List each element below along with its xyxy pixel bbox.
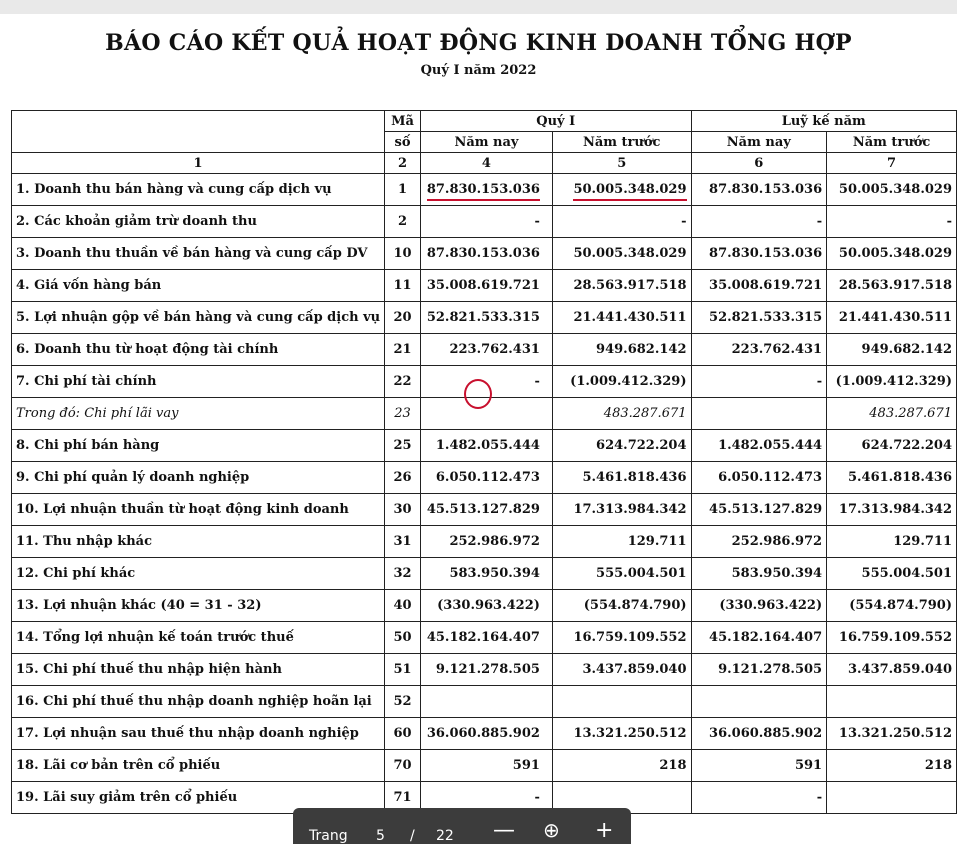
report-title: BÁO CÁO KẾT QUẢ HOẠT ĐỘNG KINH DOANH TỔNG HỢP [105, 30, 852, 56]
row-label: 16. Chi phí thuế thu nhập doanh nghiệp hoãn lại [12, 686, 385, 718]
colnum-5: 5 [552, 153, 691, 174]
cumulative-this-year [691, 398, 827, 430]
cumulative-this-year [691, 686, 827, 718]
cumulative-last-year: 949.682.142 [827, 334, 957, 366]
cumulative-this-year: 36.060.885.902 [691, 718, 827, 750]
table-row [12, 334, 957, 366]
cumulative-this-year: 45.182.164.407 [691, 622, 827, 654]
quarter-this-year: 35.008.619.721 [420, 270, 552, 302]
header-last-year-a: Năm trước [552, 132, 691, 153]
row-code: 50 [385, 622, 421, 654]
zoom-icon[interactable]: ⊕ [543, 818, 560, 842]
cumulative-this-year: 223.762.431 [691, 334, 827, 366]
quarter-last-year: 13.321.250.512 [552, 718, 691, 750]
cumulative-last-year: 218 [827, 750, 957, 782]
cumulative-this-year: 87.830.153.036 [691, 238, 827, 270]
table-row [12, 750, 957, 782]
cumulative-this-year: 35.008.619.721 [691, 270, 827, 302]
quarter-this-year: - [420, 782, 552, 814]
report-subtitle: Quý I năm 2022 [420, 63, 537, 78]
header-quarter: Quý I [420, 111, 691, 132]
top-bar [0, 0, 957, 14]
table-row [12, 238, 957, 270]
row-code: 40 [385, 590, 421, 622]
quarter-last-year: 483.287.671 [552, 398, 691, 430]
row-code: 30 [385, 494, 421, 526]
cumulative-this-year: - [691, 206, 827, 238]
colnum-7: 7 [827, 153, 957, 174]
row-label: 11. Thu nhập khác [12, 526, 385, 558]
header-code-1: Mã [385, 111, 421, 132]
current-page-input[interactable]: 5 [376, 828, 385, 844]
table-row [12, 462, 957, 494]
quarter-this-year: (330.963.422) [420, 590, 552, 622]
quarter-last-year: (1.009.412.329) [552, 366, 691, 398]
quarter-last-year: 624.722.204 [552, 430, 691, 462]
cumulative-last-year: 5.461.818.436 [827, 462, 957, 494]
quarter-this-year: 45.182.164.407 [420, 622, 552, 654]
quarter-this-year: 252.986.972 [420, 526, 552, 558]
cumulative-this-year: (330.963.422) [691, 590, 827, 622]
red-circle-annotation [464, 379, 492, 409]
colnum-4: 4 [420, 153, 552, 174]
page-separator: / [410, 828, 415, 844]
quarter-this-year: 36.060.885.902 [420, 718, 552, 750]
header-this-year-a: Năm nay [420, 132, 552, 153]
cumulative-last-year: 21.441.430.511 [827, 302, 957, 334]
quarter-last-year: (554.874.790) [552, 590, 691, 622]
row-code: 23 [385, 398, 421, 430]
row-code: 20 [385, 302, 421, 334]
cumulative-last-year: (554.874.790) [827, 590, 957, 622]
row-label: 17. Lợi nhuận sau thuế thu nhập doanh nghiệp [12, 718, 385, 750]
table-row [12, 558, 957, 590]
row-label: 6. Doanh thu từ hoạt động tài chính [12, 334, 385, 366]
zoom-out-button[interactable]: — [493, 818, 515, 843]
row-code: 70 [385, 750, 421, 782]
row-code: 2 [385, 206, 421, 238]
row-label: 19. Lãi suy giảm trên cổ phiếu [12, 782, 385, 814]
quarter-last-year: 129.711 [552, 526, 691, 558]
row-label: 2. Các khoản giảm trừ doanh thu [12, 206, 385, 238]
row-label: 15. Chi phí thuế thu nhập hiện hành [12, 654, 385, 686]
table-row [12, 686, 957, 718]
cumulative-last-year: (1.009.412.329) [827, 366, 957, 398]
table-row [12, 206, 957, 238]
cumulative-last-year [827, 782, 957, 814]
quarter-last-year: 555.004.501 [552, 558, 691, 590]
row-label: 4. Giá vốn hàng bán [12, 270, 385, 302]
quarter-this-year: 6.050.112.473 [420, 462, 552, 494]
table-row [12, 622, 957, 654]
cumulative-this-year: 1.482.055.444 [691, 430, 827, 462]
quarter-last-year: 50.005.348.029 [552, 238, 691, 270]
row-label: 9. Chi phí quản lý doanh nghiệp [12, 462, 385, 494]
row-code: 51 [385, 654, 421, 686]
table-row [12, 526, 957, 558]
quarter-this-year: 87.830.153.036 [420, 238, 552, 270]
cumulative-last-year: 555.004.501 [827, 558, 957, 590]
row-code: 25 [385, 430, 421, 462]
cumulative-this-year: 45.513.127.829 [691, 494, 827, 526]
quarter-this-year: - [420, 206, 552, 238]
cumulative-last-year: 624.722.204 [827, 430, 957, 462]
zoom-in-button[interactable]: + [595, 818, 614, 843]
table-row [12, 590, 957, 622]
cumulative-this-year: - [691, 366, 827, 398]
row-code: 10 [385, 238, 421, 270]
quarter-this-year [420, 686, 552, 718]
cumulative-this-year: 583.950.394 [691, 558, 827, 590]
cumulative-this-year: - [691, 782, 827, 814]
pdf-viewer-toolbar [293, 808, 631, 844]
quarter-last-year: 218 [552, 750, 691, 782]
quarter-this-year: 87.830.153.036 [420, 174, 552, 206]
cumulative-last-year: 17.313.984.342 [827, 494, 957, 526]
cumulative-last-year: 50.005.348.029 [827, 238, 957, 270]
row-label: 18. Lãi cơ bản trên cổ phiếu [12, 750, 385, 782]
row-code: 21 [385, 334, 421, 366]
cumulative-this-year: 252.986.972 [691, 526, 827, 558]
cumulative-last-year: 16.759.109.552 [827, 622, 957, 654]
cumulative-last-year: 13.321.250.512 [827, 718, 957, 750]
cumulative-this-year: 6.050.112.473 [691, 462, 827, 494]
quarter-last-year: - [552, 206, 691, 238]
quarter-this-year: 223.762.431 [420, 334, 552, 366]
row-label: 5. Lợi nhuận gộp về bán hàng và cung cấp dịch vụ [12, 302, 385, 334]
quarter-this-year: 583.950.394 [420, 558, 552, 590]
quarter-this-year: 1.482.055.444 [420, 430, 552, 462]
table-row [12, 430, 957, 462]
row-label: Trong đó: Chi phí lãi vay [12, 398, 385, 430]
row-label: 10. Lợi nhuận thuần từ hoạt động kinh doanh [12, 494, 385, 526]
cumulative-last-year: 28.563.917.518 [827, 270, 957, 302]
cumulative-last-year: 129.711 [827, 526, 957, 558]
header-code-2: số [385, 132, 421, 153]
quarter-this-year: 52.821.533.315 [420, 302, 552, 334]
quarter-this-year: - [420, 366, 552, 398]
cumulative-this-year: 87.830.153.036 [691, 174, 827, 206]
quarter-this-year: 9.121.278.505 [420, 654, 552, 686]
row-code: 11 [385, 270, 421, 302]
quarter-last-year: 21.441.430.511 [552, 302, 691, 334]
row-label: 7. Chi phí tài chính [12, 366, 385, 398]
quarter-last-year: 949.682.142 [552, 334, 691, 366]
quarter-last-year: 5.461.818.436 [552, 462, 691, 494]
cumulative-last-year: 3.437.859.040 [827, 654, 957, 686]
quarter-this-year: 45.513.127.829 [420, 494, 552, 526]
row-label: 12. Chi phí khác [12, 558, 385, 590]
row-label: 3. Doanh thu thuần về bán hàng và cung cấp DV [12, 238, 385, 270]
income-statement-table [11, 110, 957, 814]
row-label: 8. Chi phí bán hàng [12, 430, 385, 462]
total-pages: 22 [436, 828, 454, 844]
colnum-2: 2 [385, 153, 421, 174]
quarter-last-year [552, 686, 691, 718]
colnum-6: 6 [691, 153, 827, 174]
header-last-year-b: Năm trước [827, 132, 957, 153]
table-row [12, 654, 957, 686]
colnum-1: 1 [12, 153, 385, 174]
page-label: Trang [309, 828, 348, 844]
row-code: 32 [385, 558, 421, 590]
quarter-last-year: 3.437.859.040 [552, 654, 691, 686]
quarter-last-year: 17.313.984.342 [552, 494, 691, 526]
cumulative-this-year: 591 [691, 750, 827, 782]
table-row [12, 302, 957, 334]
row-code: 60 [385, 718, 421, 750]
row-label: 1. Doanh thu bán hàng và cung cấp dịch vụ [12, 174, 385, 206]
cumulative-this-year: 9.121.278.505 [691, 654, 827, 686]
header-blank [12, 111, 385, 153]
row-code: 26 [385, 462, 421, 494]
quarter-last-year: 28.563.917.518 [552, 270, 691, 302]
header-this-year-b: Năm nay [691, 132, 827, 153]
row-label: 14. Tổng lợi nhuận kế toán trước thuế [12, 622, 385, 654]
row-code: 31 [385, 526, 421, 558]
cumulative-last-year: 50.005.348.029 [827, 174, 957, 206]
table-row [12, 494, 957, 526]
table-row [12, 718, 957, 750]
quarter-this-year: 591 [420, 750, 552, 782]
row-label: 13. Lợi nhuận khác (40 = 31 - 32) [12, 590, 385, 622]
row-code: 71 [385, 782, 421, 814]
row-code: 52 [385, 686, 421, 718]
quarter-last-year: 50.005.348.029 [552, 174, 691, 206]
table-row [12, 270, 957, 302]
row-code: 1 [385, 174, 421, 206]
table-row [12, 174, 957, 206]
header-cumulative: Luỹ kế năm [691, 111, 956, 132]
cumulative-this-year: 52.821.533.315 [691, 302, 827, 334]
cumulative-last-year: - [827, 206, 957, 238]
quarter-last-year: 16.759.109.552 [552, 622, 691, 654]
cumulative-last-year [827, 686, 957, 718]
cumulative-last-year: 483.287.671 [827, 398, 957, 430]
row-code: 22 [385, 366, 421, 398]
